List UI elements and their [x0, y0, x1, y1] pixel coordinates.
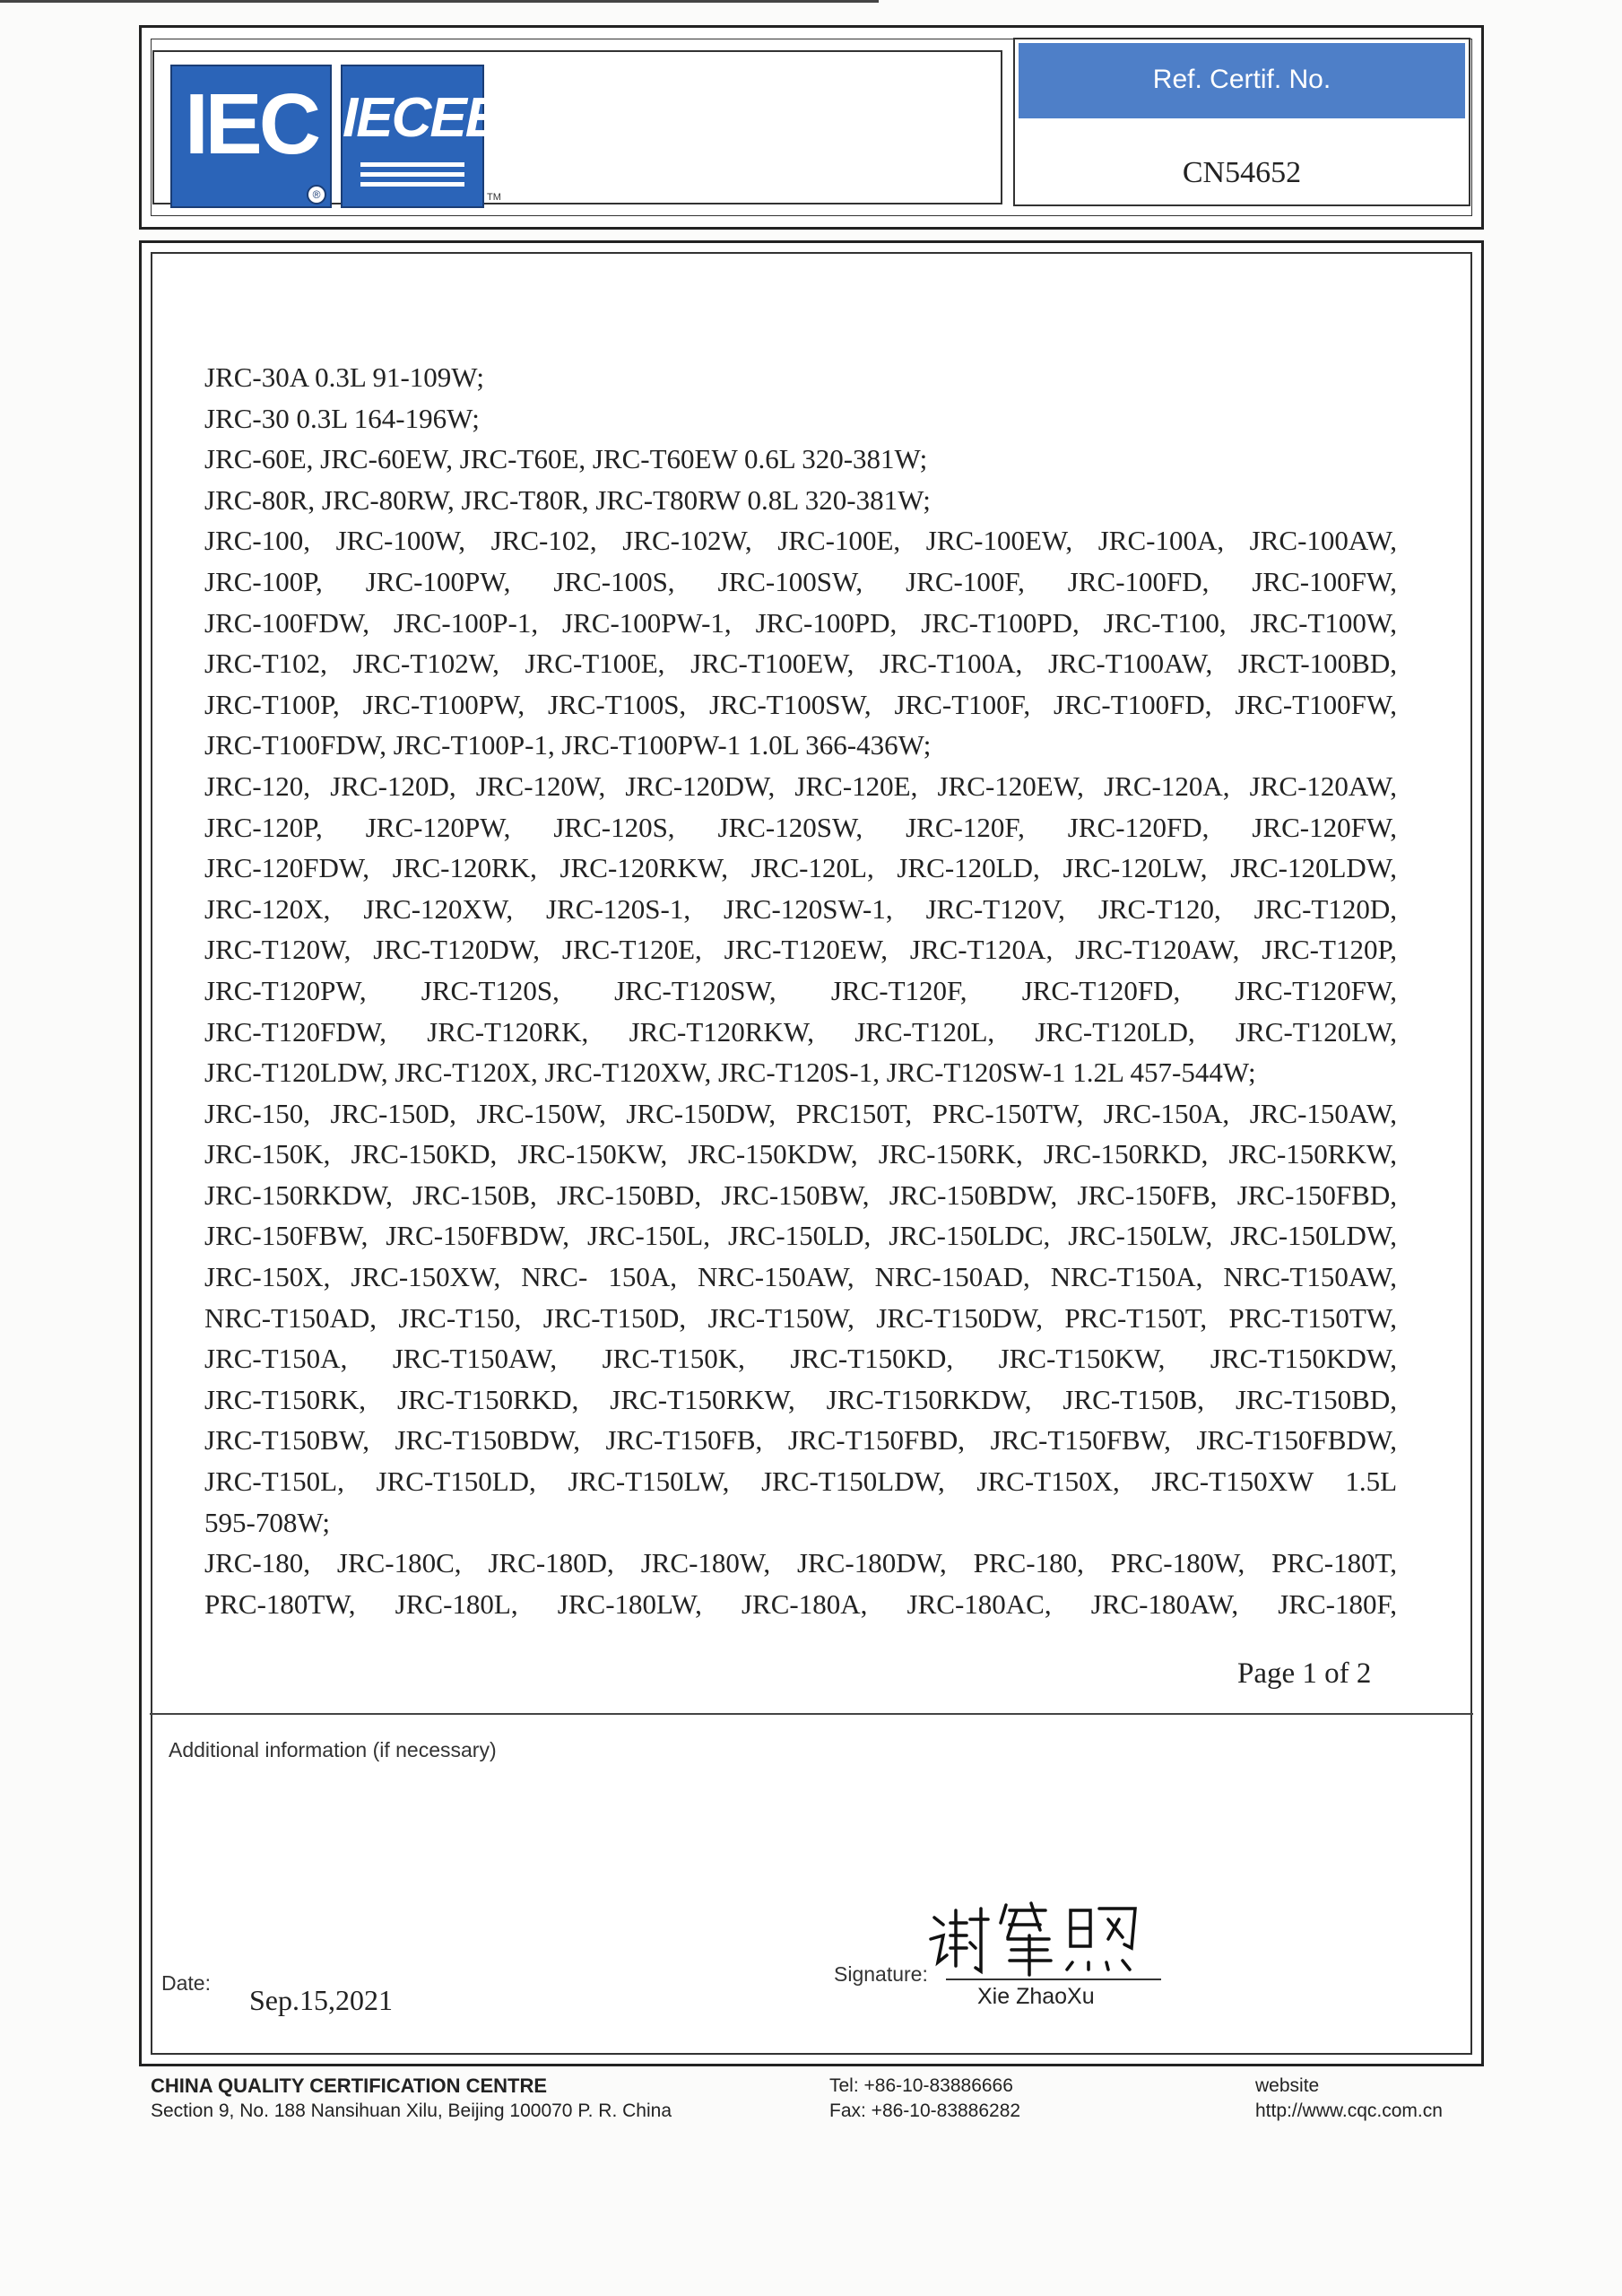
model-list-line: JRC-120P, JRC-120PW, JRC-120S, JRC-120SW, JRC-120F, JRC-120FD, JRC-120FW,: [204, 811, 1397, 843]
ref-certif-header: [1019, 43, 1465, 118]
website-url[interactable]: http://www.cqc.com.cn: [1255, 2100, 1443, 2121]
model-list-line: JRC-150FBW, JRC-150FBDW, JRC-150L, JRC-150LD, JRC-150LDC, JRC-150LW, JRC-150LDW,: [204, 1220, 1397, 1252]
iec-logo: [170, 65, 332, 208]
model-list-line: JRC-T120PW, JRC-T120S, JRC-T120SW, JRC-T120F, JRC-T120FD, JRC-T120FW,: [204, 974, 1397, 1006]
model-list-line: JRC-T120LDW, JRC-T120X, JRC-T120XW, JRC-T120S-1, JRC-T120SW-1 1.2L 457-544W;: [204, 1057, 1256, 1089]
date-label: Date:: [161, 1971, 211, 1995]
model-list-line: JRC-T120FDW, JRC-T120RK, JRC-T120RKW, JRC-T120L, JRC-T120LD, JRC-T120LW,: [204, 1015, 1397, 1048]
website-label: website: [1255, 2075, 1320, 2096]
model-list-line: JRC-T100P, JRC-T100PW, JRC-T100S, JRC-T100SW, JRC-T100F, JRC-T100FD, JRC-T100FW,: [204, 688, 1397, 720]
model-list-line: JRC-150RKDW, JRC-150B, JRC-150BD, JRC-150BW, JRC-150BDW, JRC-150FB, JRC-150FBD,: [204, 1178, 1397, 1211]
model-list-line: JRC-T150L, JRC-T150LD, JRC-T150LW, JRC-T150LDW, JRC-T150X, JRC-T150XW 1.5L: [204, 1465, 1397, 1498]
handwritten-signature: [924, 1883, 1157, 1982]
footer-organization: [151, 2074, 672, 2124]
signature-line: [946, 1979, 1161, 1980]
model-list-line: JRC-120FDW, JRC-120RK, JRC-120RKW, JRC-120L, JRC-120LD, JRC-120LW, JRC-120LDW,: [204, 852, 1397, 884]
iecee-logo-text: IECEE: [343, 87, 501, 149]
additional-info-label: Additional information (if necessary): [169, 1738, 497, 1761]
ref-certif-label: Ref. Certif. No.: [1152, 65, 1331, 94]
model-list-line: JRC-150X, JRC-150XW, NRC- 150A, NRC-150AW, NRC-150AD, NRC-T150A, NRC-T150AW,: [204, 1261, 1397, 1293]
model-list-line: JRC-100FDW, JRC-100P-1, JRC-100PW-1, JRC-100PD, JRC-T100PD, JRC-T100, JRC-T100W,: [204, 606, 1397, 639]
model-list-line: 595-708W;: [204, 1506, 331, 1538]
model-list-line: JRC-80R, JRC-80RW, JRC-T80R, JRC-T80RW 0.8L 320-381W;: [204, 483, 931, 516]
ref-certif-box: [1013, 38, 1470, 206]
signer-name: Xie ZhaoXu: [977, 1984, 1095, 2009]
model-list-line: JRC-T120W, JRC-T120DW, JRC-T120E, JRC-T120EW, JRC-T120A, JRC-T120AW, JRC-T120P,: [204, 934, 1397, 966]
model-list-line: JRC-30A 0.3L 91-109W;: [204, 361, 484, 393]
trademark: TM: [487, 192, 501, 203]
model-list-line: PRC-180TW, JRC-180L, JRC-180LW, JRC-180A, JRC-180AC, JRC-180AW, JRC-180F,: [204, 1587, 1397, 1620]
model-list-line: JRC-150, JRC-150D, JRC-150W, JRC-150DW, PRC150T, PRC-150TW, JRC-150A, JRC-150AW,: [204, 1097, 1397, 1129]
iec-logo-text: IEC: [184, 76, 318, 172]
model-list-line: JRC-120, JRC-120D, JRC-120W, JRC-120DW, JRC-120E, JRC-120EW, JRC-120A, JRC-120AW,: [204, 770, 1397, 802]
model-list-line: NRC-T150AD, JRC-T150, JRC-T150D, JRC-T150W, JRC-T150DW, PRC-T150T, PRC-T150TW,: [204, 1301, 1397, 1334]
model-list-line: JRC-180, JRC-180C, JRC-180D, JRC-180W, JRC-180DW, PRC-180, PRC-180W, PRC-180T,: [204, 1547, 1397, 1579]
page-number: Page 1 of 2: [1237, 1657, 1372, 1690]
model-list-line: JRC-T150A, JRC-T150AW, JRC-T150K, JRC-T150KD, JRC-T150KW, JRC-T150KDW,: [204, 1343, 1397, 1375]
footer-website: [1255, 2074, 1443, 2124]
model-list-line: JRC-T150BW, JRC-T150BDW, JRC-T150FB, JRC-T150FBD, JRC-T150FBW, JRC-T150FBDW,: [204, 1424, 1397, 1457]
footer-contact: [829, 2074, 1020, 2124]
fax: Fax: +86-10-83886282: [829, 2100, 1021, 2121]
top-edge-line: [0, 0, 879, 3]
signature-label: Signature:: [834, 1962, 928, 1986]
iecee-logo-bars: [360, 157, 464, 187]
registered-mark: ®: [307, 185, 326, 204]
organization-name: CHINA QUALITY CERTIFICATION CENTRE: [151, 2074, 548, 2097]
model-list-line: JRC-30 0.3L 164-196W;: [204, 402, 480, 434]
signature-handwriting-text: 谢肇煦: [924, 1883, 926, 1884]
model-list-line: JRC-100P, JRC-100PW, JRC-100S, JRC-100SW, JRC-100F, JRC-100FD, JRC-100FW,: [204, 565, 1397, 597]
model-list-line: JRC-60E, JRC-60EW, JRC-T60E, JRC-T60EW 0.6L 320-381W;: [204, 443, 928, 475]
section-divider: [150, 1713, 1473, 1715]
ref-certif-number: CN54652: [1182, 156, 1302, 189]
model-list-line: JRC-100, JRC-100W, JRC-102, JRC-102W, JRC-100E, JRC-100EW, JRC-100A, JRC-100AW,: [204, 525, 1397, 557]
model-list: [204, 357, 1397, 1624]
model-list-line: JRC-150K, JRC-150KD, JRC-150KW, JRC-150KDW, JRC-150RK, JRC-150RKD, JRC-150RKW,: [204, 1138, 1397, 1170]
date-value: Sep.15,2021: [249, 1984, 393, 2016]
model-list-line: JRC-T100FDW, JRC-T100P-1, JRC-T100PW-1 1.0L 366-436W;: [204, 729, 932, 761]
model-list-line: JRC-T102, JRC-T102W, JRC-T100E, JRC-T100EW, JRC-T100A, JRC-T100AW, JRCT-100BD,: [204, 648, 1397, 680]
telephone: Tel: +86-10-83886666: [829, 2075, 1013, 2096]
model-list-line: JRC-120X, JRC-120XW, JRC-120S-1, JRC-120SW-1, JRC-T120V, JRC-T120, JRC-T120D,: [204, 892, 1397, 925]
model-list-line: JRC-T150RK, JRC-T150RKD, JRC-T150RKW, JRC-T150RKDW, JRC-T150B, JRC-T150BD,: [204, 1383, 1397, 1415]
organization-address: Section 9, No. 188 Nansihuan Xilu, Beijing 100070 P. R. China: [151, 2100, 672, 2121]
